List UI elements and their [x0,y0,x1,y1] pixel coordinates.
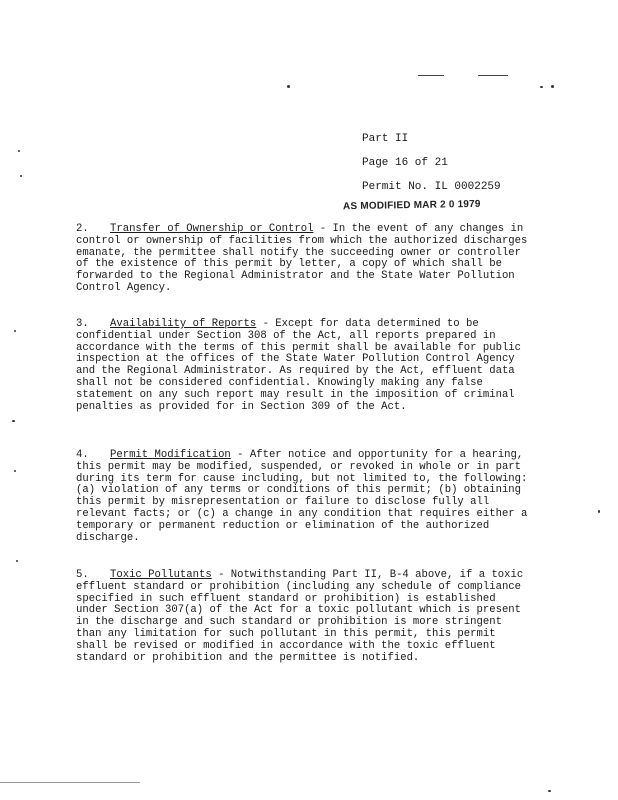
scan-speck [14,330,16,332]
scan-speck [551,85,554,88]
page-number: Page 16 of 21 [362,157,448,169]
item-number: 3. [76,318,89,330]
item-text: - After notice and opportunity for a hearing, this permit may be modified, suspended, or revoked in whole or in part during its term for cause including, but not limited to, the following: (a) violation of any terms or conditions of this permit; (b) obtaining this permit by misrepresentation or failure to disclose fully all relevant facts; or (c) a change in any condition that requires either a temporary or permanent reduction or elimination of the authorized discharge. [76,449,528,544]
item-title: Toxic Pollutants [110,569,212,581]
scan-speck [16,560,18,562]
scan-speck [540,86,543,88]
scan-artifact-line [418,75,444,76]
item-number: 2. [76,223,89,235]
item-text: - Notwithstanding Part II, B-4 above, if a toxic effluent standard or prohibition (including any schedule of compliance specified in such effluent standard or prohibition) is established under Section 307(a) of the Act for a toxic pollutant which is present in the discharge and such standard or prohibition is more stringent than any limitation for such pollutant in this permit, this permit shall be revised or modified in accordance with the toxic effluent standard or prohibition and the permittee is notified. [76,569,524,664]
page-header [362,127,501,199]
part-label: Part II [362,133,409,145]
scan-artifact-line [0,782,140,783]
section-permit-modification [76,450,532,544]
item-text: - Except for data determined to be confidential under Section 308 of the Act, all reports prepared in accordance with the terms of this permit shall be available for public inspection at the offices of the State Water Pollution Control Agency and the Regional Administrator. As required by the Act, effluent data shall not be considered confidential. Knowingly making any false statement on any such report may result in the imposition of criminal penalties as provided for in Section 309 of the Act. [76,318,522,413]
item-number: 4. [76,449,89,461]
scan-speck [18,150,20,152]
scan-speck [598,510,600,513]
item-number: 5. [76,569,89,581]
modified-stamp: AS MODIFIED MAR 2 0 1979 [342,198,481,213]
scan-speck [12,420,15,422]
section-transfer-of-ownership [76,224,532,295]
item-title: Availability of Reports [110,318,257,330]
item-title: Transfer of Ownership or Control [110,223,314,235]
scan-speck [20,175,22,177]
item-title: Permit Modification [110,449,231,461]
section-toxic-pollutants [76,570,532,664]
permit-number: Permit No. IL 0002259 [362,181,501,193]
scan-speck [548,790,551,792]
scan-speck [14,470,16,472]
scan-speck [287,85,290,88]
item-text: - In the event of any changes in control or ownership of facilities from which the authorized discharges emanate, the permittee shall notify the succeeding owner or controller of the existence of this permit by letter, a copy of which shall be forwarded to the Regional Administrator and the State Water Pollution Control Agency. [76,223,528,294]
section-availability-of-reports [76,319,532,413]
scan-artifact-line [478,75,508,76]
